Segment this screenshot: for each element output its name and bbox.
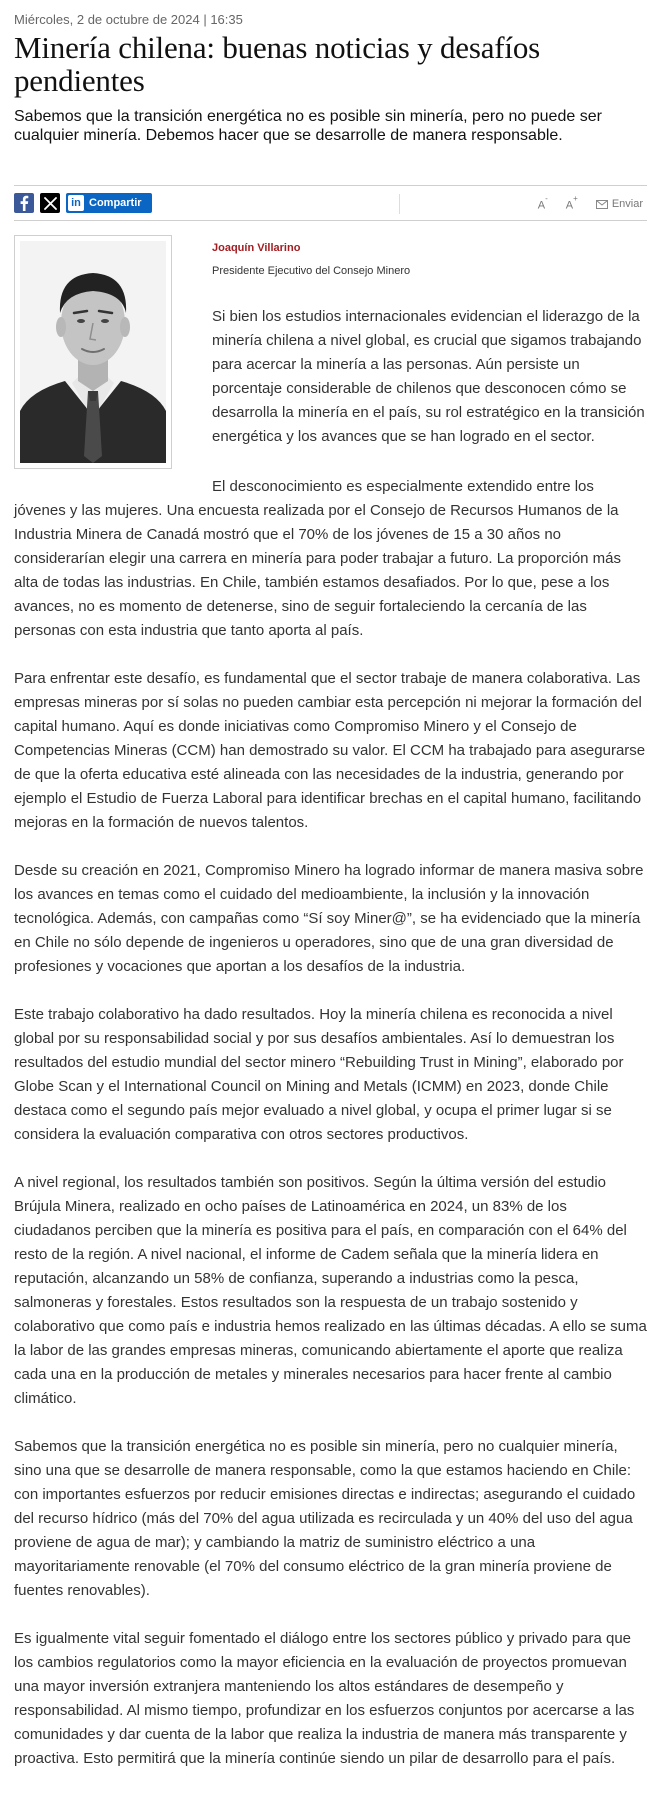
author-portrait [20,241,166,463]
facebook-icon [19,195,29,211]
article-text [14,305,647,1771]
linkedin-share-label: Compartir [89,197,142,209]
article-paragraph: Si bien los estudios internacionales evidencian el liderazgo de la minería chilena a nivel global, es crucial que sigamos trabajando para acercar la minería a las personas. Aún persiste un porcentaje considerable de chilenos que desconocen cómo se desarrolla la minería en el país, su rol estratégico en la transición energética y los avances que se han logrado en el sector. [212,308,645,445]
article-paragraph: Desde su creación en 2021, Compromiso Minero ha logrado informar de manera masiva sobre los avances en temas como el cuidado del medioambiente, la inclusión y la innovación tecnológica. Además, con campañas como “Sí soy Miner@”, se ha evidenciado que la minería en Chile no sólo depende de ingenieros u operadores, sino que de una gran diversidad de profesiones y vocaciones que aportan a los desafíos de la industria. [14,862,644,975]
toolbar-divider [399,194,400,214]
share-toolbar [14,185,647,221]
font-increase-label: A [565,199,574,212]
font-increase-button[interactable] [565,193,578,212]
article-paragraph: El desconocimiento es especialmente extendido entre los jóvenes y las mujeres. Una encuesta realizada por el Consejo de Recursos Humanos de la Industria Minera de Canadá mostró que el 70% de los jóvenes de 15 a 30 años no considerarían elegir una carrera en minería para poder trabajar a futuro. La proporción más alta de todas las industrias. En Chile, también estamos desafiados. Por lo que, pese a los avances, no es momento de detenerse, sino de seguir fortaleciendo la cercanía de las personas con esta industria que tanto aporta al país. [14,478,622,639]
font-increase-mark: + [573,193,578,203]
portrait-illustration [20,241,166,463]
linkedin-share-button[interactable] [66,193,152,213]
send-email-button[interactable] [596,198,643,210]
envelope-icon [596,200,608,209]
author-role: Presidente Ejecutivo del Consejo Minero [212,265,411,277]
font-decrease-button[interactable] [537,193,548,212]
font-decrease-mark: - [545,193,548,203]
article-paragraph: Sabemos que la transición energética no es posible sin minería, pero no cualquier minería, sino una que se desarrolle de manera responsable, como la que estamos haciendo en Chile: con importantes esfuerzos por reducir emisiones directas e indirectas; asegurando el cuidado del recurso hídrico (más del 70% del agua utilizada es recirculada y un 40% del uso del agua proviene de agua de mar); y cambiando la matriz de suministro eléctrico a una mayoritariamente renovable (el 70% del consumo eléctrico de la gran minería proviene de fuentes renovables). [14,1438,636,1599]
font-decrease-label: A [537,199,546,212]
article-dateline: Miércoles, 2 de octubre de 2024 | 16:35 [14,12,243,27]
article-tools [538,186,643,222]
article-body [14,235,647,1771]
article-title: Minería chilena: buenas noticias y desafíos pendientes [14,30,540,98]
article-paragraph: A nivel regional, los resultados también son positivos. Según la última versión del estudio Brújula Minera, realizado en ocho países de Latinoamérica en 2024, un 83% de los ciudadanos perciben que la minería es positiva para el país, en comparación con el 64% del resto de la región. A nivel nacional, el informe de Cadem señala que la minería lidera en reputación, alcanzando un 58% de confianza, superando a industrias como la pesca, salmoneras y forestales. Estos resultados son la respuesta de un trabajo sostenido y colaborativo que como país e industria hemos realizado en las últimas décadas. A ello se suma la labor de las grandes empresas mineras, comunicando abiertamente el aporte que realiza cada una en la producción de metales y minerales necesarios para hacer frente al cambio climático. [14,1174,647,1407]
x-share-button[interactable] [40,193,60,213]
article-paragraph: Este trabajo colaborativo ha dado resultados. Hoy la minería chilena es reconocida a nivel global por su responsabilidad social y por sus desafíos ambientales. Así lo demuestran los resultados del estudio mundial del sector minero “Rebuilding Trust in Mining”, elaborado por Globe Scan y el International Council on Mining and Metals (ICMM) en 2023, donde Chile destaca como el segundo país mejor evaluado a nivel global, y ocupa el primer lugar si se considera la evaluación comparativa con otros sectores productivos. [14,1006,624,1143]
article-lead: Sabemos que la transición energética no es posible sin minería, pero no puede ser cualquier minería. Debemos hacer que se desarrolle de manera responsable. [14,108,602,144]
article-paragraph: Para enfrentar este desafío, es fundamental que el sector trabaje de manera colaborativa. Las empresas mineras por sí solas no pueden cambiar esta percepción ni mejorar la formación del capital humano. Aquí es donde iniciativas como Compromiso Minero y el Consejo de Competencias Mineras (CCM) han demostrado su valor. El CCM ha trabajado para asegurarse de que la oferta educativa esté alineada con las necesidades de la industria, generando por ejemplo el Estudio de Fuerza Laboral para identificar brechas en el capital humano, facilitando mejoras en la formación de nuevos talentos. [14,670,646,831]
author-name: Joaquín Villarino [212,242,301,254]
author-photo [14,235,172,469]
x-icon [44,197,57,210]
linkedin-icon: in [68,195,84,211]
share-buttons [14,193,152,213]
send-label: Enviar [611,198,643,210]
facebook-share-button[interactable] [14,193,34,213]
article-paragraph: Es igualmente vital seguir fomentado el diálogo entre los sectores público y privado para que los cambios regulatorios como la mayor eficiencia en la evaluación de proyectos promuevan una mayor inversión extranjera manteniendo los altos estándares de desempeño y responsabilidad. Al mismo tiempo, profundizar en los esfuerzos conjuntos por acercarse a las comunidades y dar cuenta de la labor que realiza la industria de manera más transparente y proactiva. Esto permitirá que la minería continúe siendo un pilar de desarrollo para el país. [14,1630,635,1767]
